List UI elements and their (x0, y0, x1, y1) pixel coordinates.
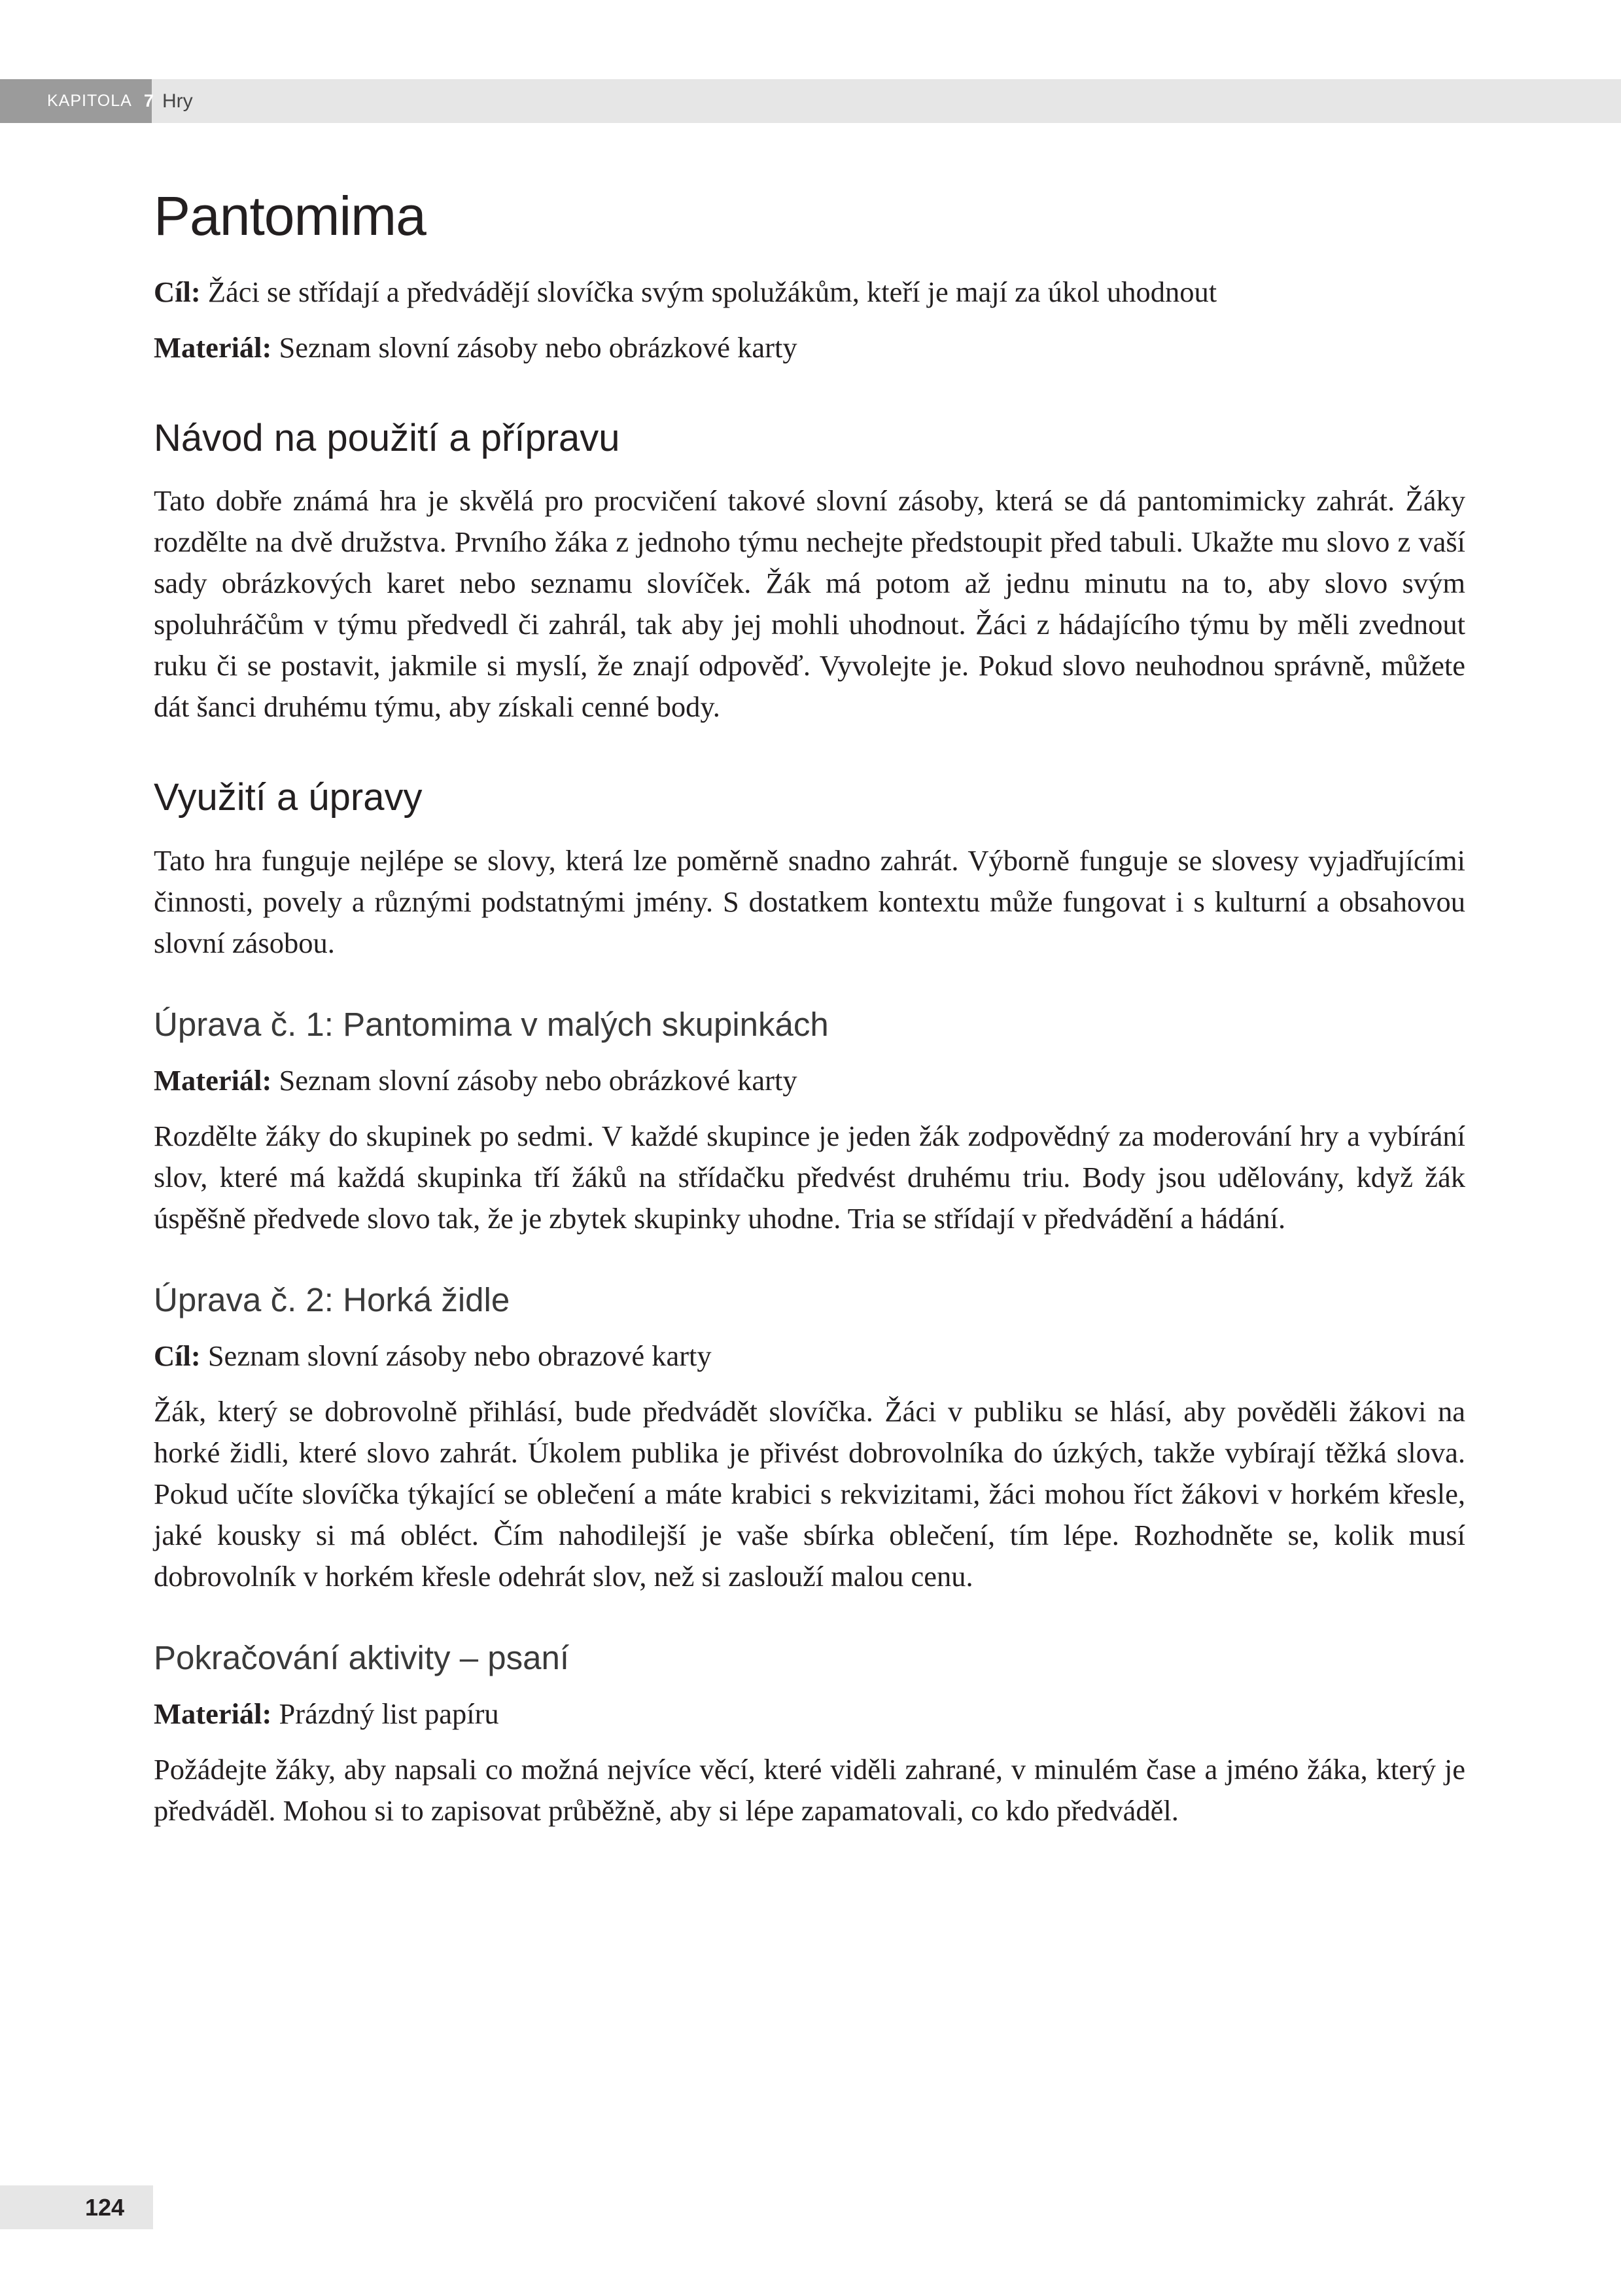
page-number: 124 (85, 2193, 125, 2221)
goal-text: Žáci se střídají a předvádějí slovíčka svým spolužákům, kteří je mají za úkol uhodnout (207, 275, 1217, 308)
variant1-material-line (154, 1060, 1465, 1101)
instructions-text: Tato dobře známá hra je skvělá pro procvičení takové slovní zásoby, která se dá pantomimicky zahrát. Žáky rozdělte na dvě družstva. Prvního žáka z jednoho týmu nechejte předstoupit před tabuli. Ukažte mu slovo z vaší sady obrázkových karet nebo seznamu slovíček. Žák má potom až jednu minutu na to, aby slovo svým spoluhráčům v týmu předvedl či zahrál, tak aby jej mohli uhodnout. Žáci z hádajícího týmu by měli zvednout ruku či se postavit, jakmile si myslí, že znají odpověď. Vyvolejte je. Pokud slovo neuhodnou správně, můžete dát šanci druhému týmu, aby získali cenné body. (154, 484, 1465, 724)
page-content (154, 177, 1465, 1843)
variant1-heading: Úprava č. 1: Pantomima v malých skupinkách (154, 1005, 829, 1043)
variant1-text: Rozdělte žáky do skupinek po sedmi. V každé skupince je jeden žák zodpovědný za moderování hry a vybírání slov, které má každá skupinka tří žáků na střídačku předvést druhému triu. Body jsou udělovány, když žák úspěšně předvede slovo tak, že je zbytek skupinky uhodne. Tria se střídají v předvádění a hádání. (154, 1119, 1465, 1235)
material-line (154, 327, 1465, 368)
variant2-heading: Úprava č. 2: Horká židle (154, 1280, 510, 1318)
variant2-goal-text: Seznam slovní zásoby nebo obrazové karty (207, 1339, 712, 1373)
followup-material-text: Prázdný list papíru (279, 1697, 499, 1731)
uses-heading: Využití a úpravy (154, 776, 423, 819)
uses-text: Tato hra funguje nejlépe se slovy, která lze poměrně snadno zahrát. Výborně funguje se slovesy vyjadřujícími činnosti, povely a různými podstatnými jmény. S dostatkem kontextu může fungovat i s kulturní a obsahovou slovní zásobou. (154, 843, 1465, 959)
followup-text: Požádejte žáky, aby napsali co možná nejvíce věcí, které viděli zahrané, v minulém čase a jméno žáka, který je předváděl. Mohou si to zapisovat průběžně, aby si lépe zapamatovali, co kdo předváděl. (154, 1753, 1465, 1828)
page-number-box (0, 2185, 153, 2229)
variant2-text: Žák, který se dobrovolně přihlásí, bude předvádět slovíčka. Žáci v publiku se hlásí, aby pověděli žákovi na horké židli, které slovo zahrát. Úkolem publika je přivést dobrovolníka do úzkých, takže vybírají těžká slova. Pokud učíte slovíčka týkající se oblečení a máte krabici s rekvizitami, žáci mohou říct žákovi v horkém křesle, jaké kousky si má obléct. Čím nahodilejší je vaše sbírka oblečení, tím lépe. Rozhodněte se, kolik musí dobrovolník v horkém křesle odehrát slov, než si zaslouží malou cenu. (154, 1395, 1465, 1593)
chapter-label: KAPITOLA (47, 92, 132, 110)
header-band (0, 79, 1621, 123)
instructions-heading: Návod na použití a přípravu (154, 416, 620, 459)
followup-material-line (154, 1693, 1465, 1735)
variant1-material-label: Materiál: (154, 1063, 272, 1097)
followup-material-label: Materiál: (154, 1697, 272, 1731)
goal-line (154, 272, 1465, 313)
chapter-badge (0, 79, 152, 123)
variant2-goal-line (154, 1335, 1465, 1377)
variant1-material-text: Seznam slovní zásoby nebo obrázkové karty (279, 1063, 797, 1097)
material-label: Materiál: (154, 330, 272, 364)
goal-label: Cíl: (154, 275, 201, 308)
material-text: Seznam slovní zásoby nebo obrázkové karty (279, 330, 797, 364)
page-title: Pantomima (154, 185, 426, 247)
chapter-number: 7 (143, 91, 154, 111)
variant2-goal-label: Cíl: (154, 1339, 201, 1373)
followup-heading: Pokračování aktivity – psaní (154, 1639, 569, 1677)
chapter-title: Hry (162, 90, 193, 112)
